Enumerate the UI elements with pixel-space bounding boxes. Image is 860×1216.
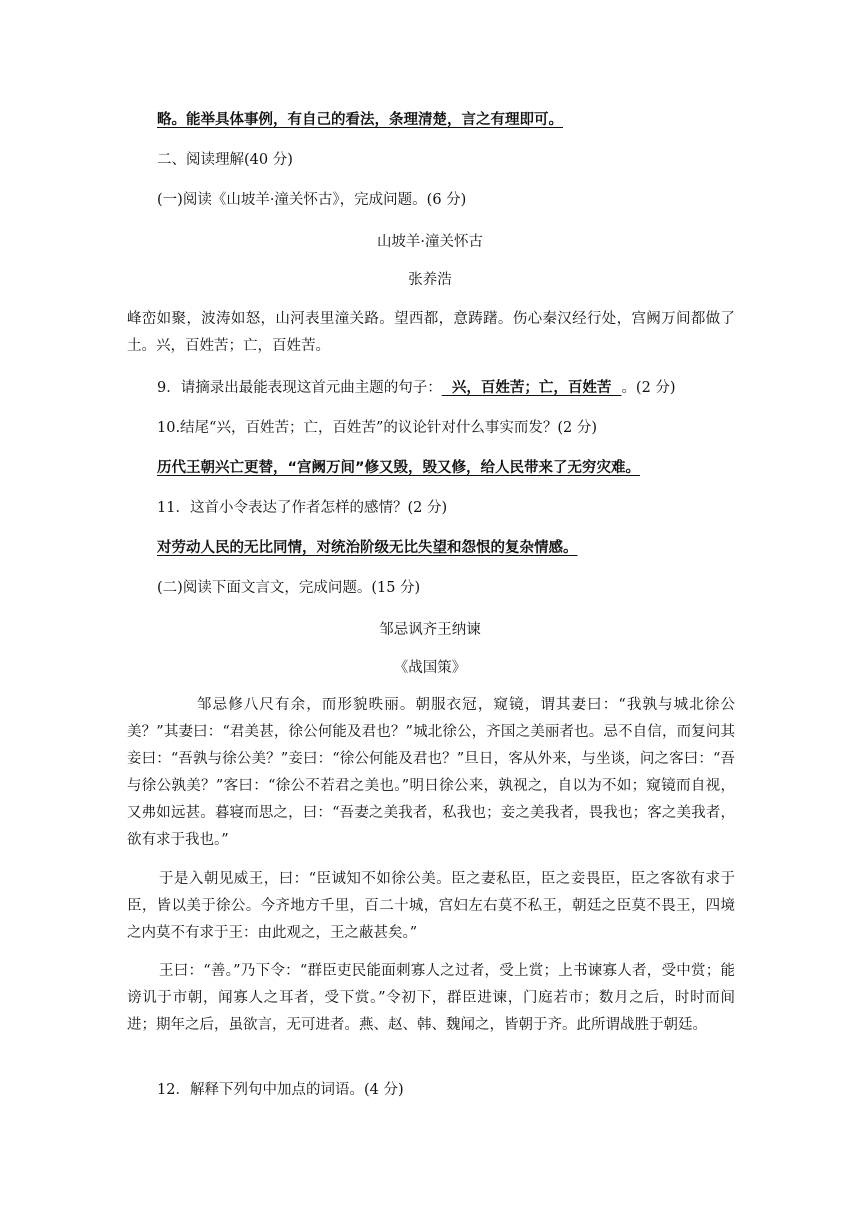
q9-prefix: 9．请摘录出最能表现这首元曲主题的句子：	[157, 380, 442, 396]
essay-paragraph-3: 王曰：“善。”乃下令：“群臣吏民能面刺寡人之过者，受上赏；上书谏寡人者，受中赏；能谤讥于市朝，闻寡人之耳者，受下赏。”令初下，群臣进谏，门庭若市；数月之后，时时而间进；期年之后，虽欲言，无可进者。燕、赵、韩、魏闻之，皆朝于齐。此所谓战胜于朝廷。	[127, 963, 735, 1033]
poem-author: 张养浩	[408, 272, 452, 288]
essay-paragraph-1: 邹忌修八尺有余，而形貌昳丽。朝服衣冠，窥镜，谓其妻曰：“我孰与城北徐公美？”其妻曰：“君美甚，徐公何能及君也？”城北徐公，齐国之美丽者也。忌不自信，而复问其妾曰：“吾孰与徐公美？”妾曰：“徐公何能及君也？”旦日，客从外来，与坐谈，问之客曰：“吾与徐公孰美？”客曰：“徐公不若君之美也。”明日徐公来，孰视之，自以为不如；窥镜而自视，又弗如远甚。暮寝而思之，曰：“吾妻之美我者，私我也；妾之美我者，畏我也；客之美我者，欲有求于我也。”	[127, 697, 735, 848]
question-11: 11．这首小令表达了作者怎样的感情？(2 分)	[157, 500, 448, 516]
part1-intro: (一)阅读《山坡羊·潼关怀古》，完成问题。(6 分)	[157, 192, 467, 208]
answer-line: 略。能举具体事例，有自己的看法，条理清楚，言之有理即可。	[157, 112, 563, 128]
question-12: 12．解释下列句中加点的词语。(4 分)	[157, 1082, 404, 1098]
q9-answer: 兴，百姓苦；亡，百姓苦	[441, 380, 622, 396]
essay-source: 《战国策》	[393, 660, 467, 676]
poem-title: 山坡羊·潼关怀古	[376, 234, 484, 250]
essay-paragraph-2: 于是入朝见威王，曰：“臣诚知不如徐公美。臣之妻私臣，臣之妾畏臣，臣之客欲有求于臣，皆以美于徐公。今齐地方千里，百二十城，宫妇左右莫不私王，朝廷之臣莫不畏王，四境之内莫不有求于王：由此观之，王之蔽甚矣。”	[127, 871, 735, 941]
q9-suffix: 。(2 分)	[621, 380, 676, 396]
part2-intro: (二)阅读下面文言文，完成问题。(15 分)	[157, 580, 421, 596]
section-heading: 二、阅读理解(40 分)	[157, 152, 293, 168]
question-9	[157, 376, 676, 397]
essay-title: 邹忌讽齐王纳谏	[379, 622, 481, 638]
question-10: 10.结尾“兴，百姓苦；亡，百姓苦”的议论针对什么事实而发？(2 分)	[157, 420, 598, 436]
q11-answer: 对劳动人民的无比同情，对统治阶级无比失望和怨恨的复杂情感。	[157, 540, 578, 556]
q10-answer: 历代王朝兴亡更替，“宫阙万间”修又毁，毁又修，给人民带来了无穷灾难。	[157, 460, 641, 476]
poem-text: 峰峦如聚，波涛如怒，山河表里潼关路。望西都，意踌躇。伤心秦汉经行处，宫阙万间都做了土。兴，百姓苦；亡，百姓苦。	[127, 311, 735, 354]
